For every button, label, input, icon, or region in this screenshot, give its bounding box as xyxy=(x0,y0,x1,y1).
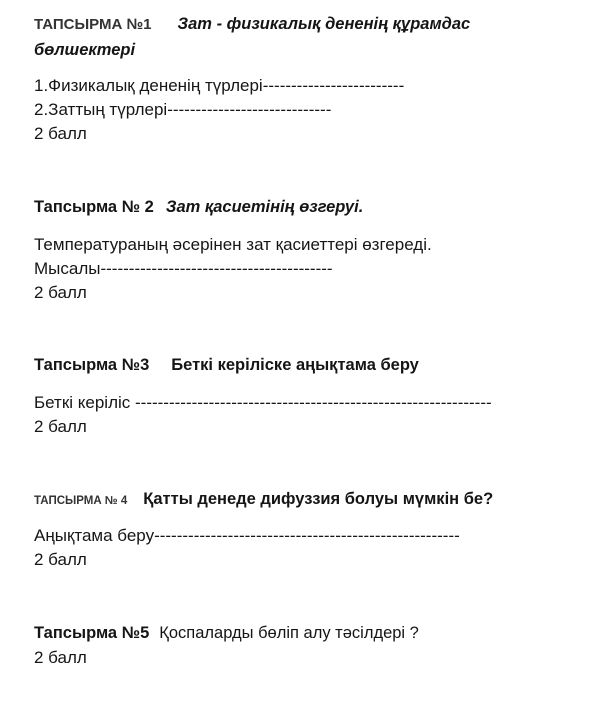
task-3-points: 2 балл xyxy=(34,417,87,436)
task-2-points: 2 балл xyxy=(34,283,87,302)
task-5-title: Қоспаларды бөліп алу тәсілдері ? xyxy=(159,624,419,642)
task-1-label: ТАПСЫРМА №1 xyxy=(34,16,152,33)
task-1-points: 2 балл xyxy=(34,124,87,143)
task-3-line-1: Беткі керіліс --------------------------------------------------------------- xyxy=(34,393,492,412)
task-4-points: 2 балл xyxy=(34,550,87,569)
task-2-line-1: Температураның әсерінен зат қасиеттері өзгереді. xyxy=(34,235,432,254)
task-4-title: Қатты денеде дифуззия болуы мүмкін бе? xyxy=(143,490,494,508)
task-4-line-1: Аңықтама беру------------------------------------------------------ xyxy=(34,526,460,545)
task-5-heading xyxy=(34,623,419,644)
task-1-line-2: 2.Заттың түрлері----------------------------- xyxy=(34,100,332,119)
task-3-title: Беткі керіліске аңықтама беру xyxy=(171,356,419,374)
task-1-heading xyxy=(34,14,470,35)
task-4-label: ТАПСЫРМА № 4 xyxy=(34,495,128,507)
task-2-label: Тапсырма № 2 xyxy=(34,198,154,216)
task-1-heading-continued xyxy=(34,40,135,61)
task-2-line-2: Мысалы----------------------------------------- xyxy=(34,259,333,278)
task-3-label: Тапсырма №3 xyxy=(34,356,150,374)
task-2-heading xyxy=(34,197,363,218)
task-5-points: 2 балл xyxy=(34,648,87,667)
task-1-title: Зат - физикалық дененің құрамдас xyxy=(177,15,471,33)
task-1-title-continued: бөлшектері xyxy=(34,41,136,59)
task-4-heading xyxy=(34,489,493,512)
task-2-title: Зат қасиетінің өзгеруі. xyxy=(165,198,364,216)
task-5-label: Тапсырма №5 xyxy=(34,624,150,642)
task-3-heading xyxy=(34,355,419,376)
task-1-line-1: 1.Физикалық дененің түрлері------------------------- xyxy=(34,76,405,95)
